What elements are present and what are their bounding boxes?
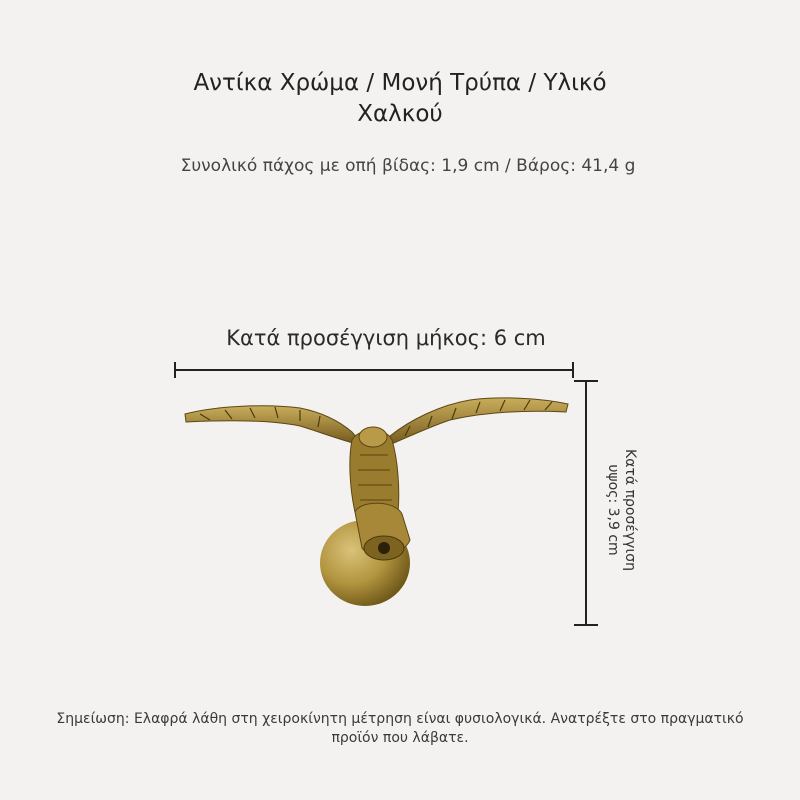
measurement-note: Σημείωση: Ελαφρά λάθη στη χειροκίνητη μέτρηση είναι φυσιολογικά. Ανατρέξτε στο πραγματικό προϊόν που λάβατε. bbox=[56, 711, 744, 746]
length-dimension-line bbox=[175, 362, 573, 378]
height-dimension-line bbox=[574, 381, 598, 625]
height-label: Κατά προσέγγιση υψος: 3,9 cm bbox=[605, 449, 638, 571]
length-label: Κατά προσέγγιση μήκος: 6 cm bbox=[226, 326, 546, 350]
eagle-knob-icon bbox=[185, 398, 568, 606]
title-line-2: Χαλκού bbox=[357, 101, 443, 127]
title-line-1: Αντίκα Χρώμα / Μονή Τρύπα / Υλικό bbox=[193, 70, 607, 96]
product-specs: Συνολικό πάχος με οπή βίδας: 1,9 cm / Βάρος: 41,4 g bbox=[180, 156, 636, 176]
